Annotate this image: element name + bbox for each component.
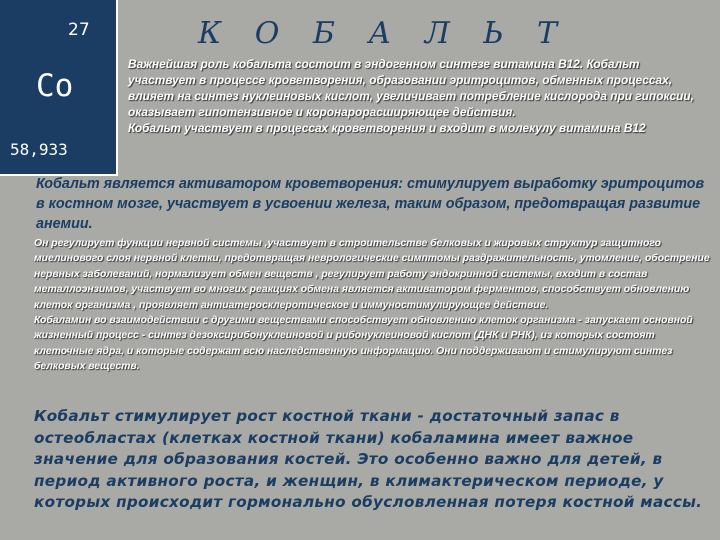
vitamin-text-1: Важнейшая роль кобальта состоит в эндогенном синтезе витамина В12. Кобальт участвует в процессе кроветворения, образовании эритроцитов, обменных процессах, влияет на синтез нуклеиновых кислот, увеличивает потребление кислорода при гипоксии, оказывает гипотензивное и коронарорасширяющее действия. bbox=[128, 57, 694, 119]
vitamin-text-2: Кобальт участвует в процессах кроветворения и входит в молекулу витамина В12 bbox=[128, 121, 646, 135]
element-symbol: Co bbox=[36, 68, 74, 104]
element-tile bbox=[0, 0, 118, 176]
nervous-paragraph bbox=[34, 236, 714, 375]
bone-paragraph: Кобальт стимулирует рост костной ткани - достаточный запас в остеобластах (клетках костной ткани) кобаламина имеет важное значение для образования костей. Это особенно важно для детей, в период активного роста, и женщин, в климактерическом периоде, у которых происходит гормонально обусловленная потеря костной массы. bbox=[34, 407, 703, 511]
nervous-text-2: Кобаламин во взаимодействии с другими веществами способствует обновлению клеток организма - запускает основной жизненный процесс - синтез дезоксирибонуклеиновой и рибонуклеиновой кислот (ДНК и РНК), из которых состоят клеточные ядра, и которые содержат всю наследственную информацию. Они поддерживают и стимулируют синтез белковых веществ. bbox=[34, 315, 693, 373]
hematopoiesis-paragraph: Кобальт является активатором кроветворения: стимулирует выработку эритроцитов в костном мозге, участвует в усвоении железа, таким образом, предотвращая развитие анемии. bbox=[36, 176, 705, 232]
atomic-number: 27 bbox=[68, 20, 90, 40]
atomic-mass: 58,933 bbox=[10, 140, 68, 159]
vitamin-paragraph bbox=[128, 56, 710, 136]
nervous-text-1: Он регулирует функции нервной системы ,участвует в строительстве белковых и жировых структур защитного миелинового слоя нервной клетки, предотвращая неврологические симптомы раздражительность, утомление, обострение нервных заболеваний, нормализует обмен веществ , регулирует работу эндокринной системы, входит в состав металлоэнзимов, участвует во многих реакциях обмена является активатором ферментов, способствует обновлению клеток организма , проявляет антиатеросклеротическое и иммуностимулирующее действие. bbox=[34, 238, 710, 311]
page-title: К О Б А Л Ь Т bbox=[198, 16, 570, 51]
